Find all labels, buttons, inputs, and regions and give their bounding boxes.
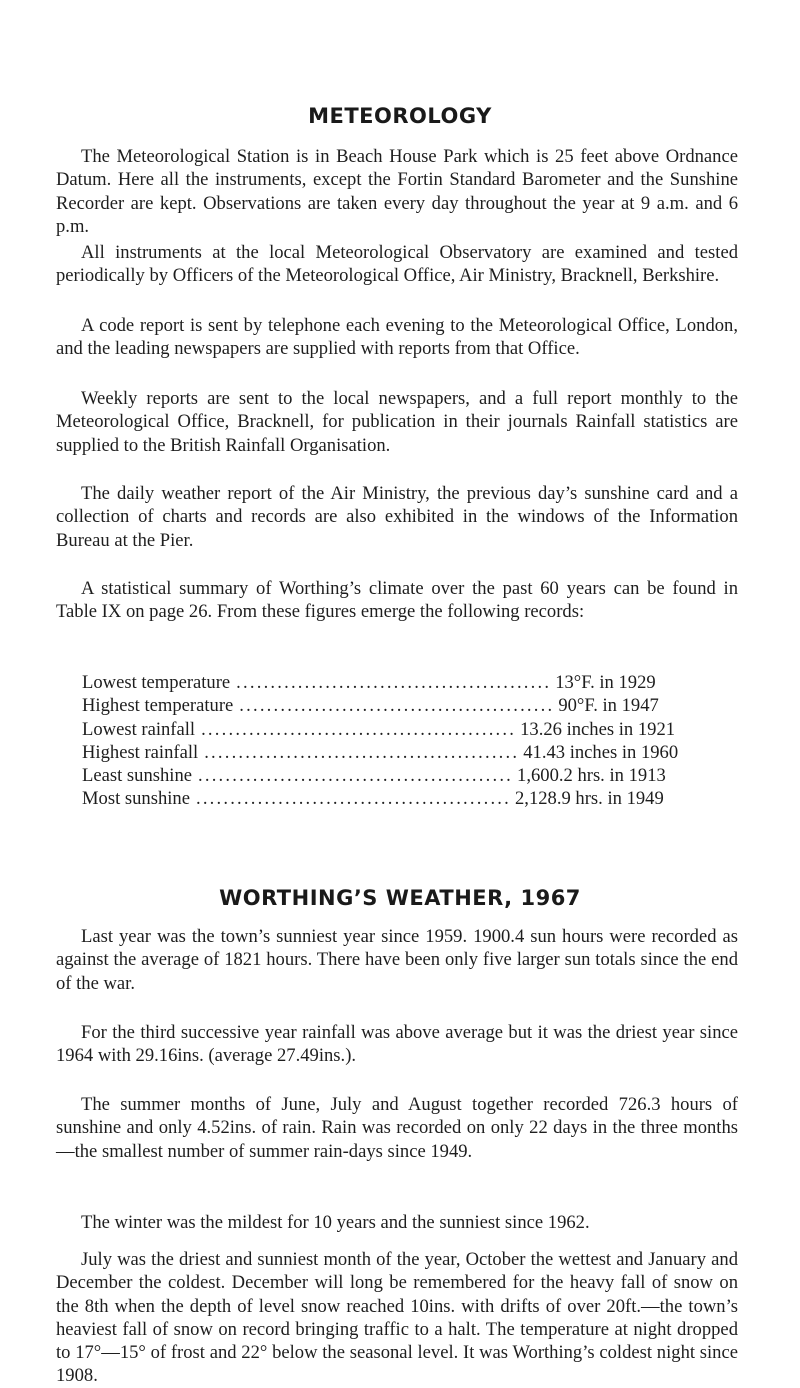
section-heading-meteorology: METEOROLOGY — [308, 104, 492, 128]
record-value: 13.26 inches in 1921 — [520, 718, 676, 740]
paragraph-daily-report: The daily weather report of the Air Ministry, the previous day’s sunshine card and a collection of charts and records are also exhibited in the windows of the Information Bureau at the Pier. — [56, 483, 738, 551]
record-label: Lowest temperature — [82, 672, 231, 693]
record-row — [82, 764, 682, 787]
leader-dots: .............................................. — [236, 672, 552, 693]
leader-dots: .............................................. — [195, 788, 511, 810]
record-row — [82, 694, 682, 717]
record-row — [82, 718, 682, 741]
paragraph-code-report: A code report is sent by telephone each evening to the Meteorological Office, London, and the leading newspapers are supplied with reports from that Office. — [56, 315, 738, 360]
paragraph-statistical-summary: A statistical summary of Worthing’s climate over the past 60 years can be found in Table IX on page 26. From these figures emerge the following records: — [56, 578, 738, 623]
record-value: 90°F. in 1947 — [558, 695, 659, 717]
record-value: 41.43 inches in 1960 — [523, 741, 679, 763]
record-label: Highest temperature — [82, 695, 234, 717]
record-row — [82, 787, 682, 810]
paragraph-station: The Meteorological Station is in Beach House Park which is 25 feet above Ordnance Datum. Here all the instruments, except the Fortin Standard Barometer and the Sunshine Recorder are kept. Observations are taken every day throughout the year at 9 a.m. and 6 p.m. — [56, 146, 738, 237]
record-label: Highest rainfall — [82, 741, 199, 763]
paragraph-monthly-summary: July was the driest and sunniest month of the year, October the wettest and January and December the coldest. December will long be remembered for the heavy fall of snow on the 8th when the depth of level snow reached 10ins. with drifts of over 20ft.—the town’s heaviest fall of snow on record bringing traffic to a halt. The temperature at night dropped to 17°—15° of frost and 22° below the seasonal level. It was Worthing’s coldest night since 1908. — [56, 1249, 738, 1387]
record-value: 13°F. in 1929 — [555, 672, 656, 693]
paragraph-summer: The summer months of June, July and August together recorded 726.3 hours of sunshine and only 4.52ins. of rain. Rain was recorded on only 22 days in the three months—the smallest number of summer rain-days since 1949. — [56, 1094, 738, 1162]
paragraph-instruments: All instruments at the local Meteorological Observatory are examined and tested periodically by Officers of the Meteorological Office, Air Ministry, Bracknell, Berkshire. — [56, 242, 738, 287]
section-heading-worthings-weather: WORTHING’S WEATHER, 1967 — [219, 886, 581, 910]
record-row — [82, 741, 682, 764]
record-value: 2,128.9 hrs. in 1949 — [515, 788, 664, 810]
record-label: Most sunshine — [82, 788, 190, 810]
record-label: Lowest rainfall — [82, 718, 196, 740]
leader-dots: .............................................. — [204, 741, 520, 763]
paragraph-winter: The winter was the mildest for 10 years and the sunniest since 1962. — [81, 1212, 590, 1233]
record-row — [82, 671, 682, 694]
leader-dots: .............................................. — [201, 718, 517, 740]
paragraph-weekly-reports: Weekly reports are sent to the local newspapers, and a full report monthly to the Meteorological Office, Bracknell, for publication in their journals Rainfall statistics are supplied to the British Rainfall Organisation. — [56, 388, 738, 456]
leader-dots: .............................................. — [198, 765, 514, 787]
record-value: 1,600.2 hrs. in 1913 — [517, 765, 666, 787]
paragraph-sunniest-year: Last year was the town’s sunniest year since 1959. 1900.4 sun hours were recorded as against the average of 1821 hours. There have been only five larger sun totals since the end of the war. — [56, 926, 738, 994]
leader-dots: .............................................. — [239, 695, 555, 717]
paragraph-rainfall: For the third successive year rainfall was above average but it was the driest year since 1964 with 29.16ins. (average 27.49ins.). — [56, 1022, 738, 1067]
climate-records-list — [82, 671, 682, 811]
record-label: Least sunshine — [82, 765, 192, 787]
